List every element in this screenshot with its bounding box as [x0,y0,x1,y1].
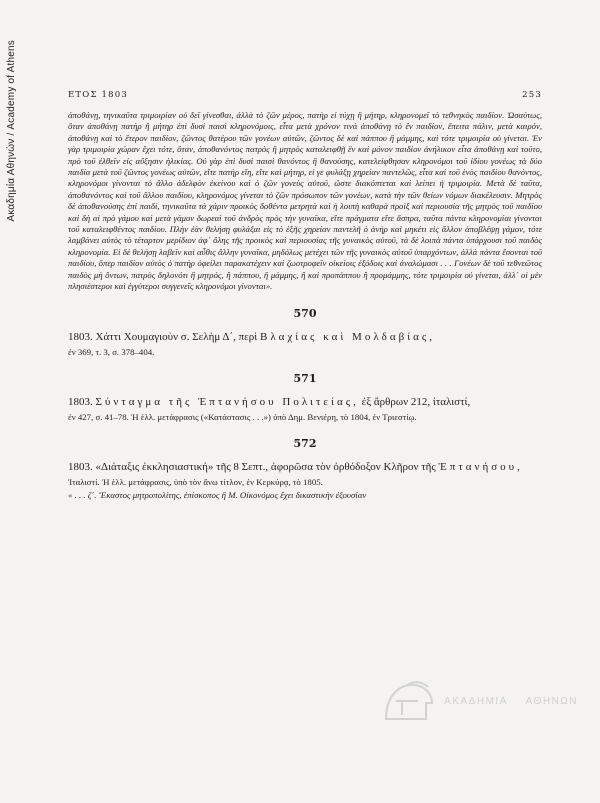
entry-reference: Ἰταλιστί. Ἡ ἑλλ. μετάφρασις, ὑπὸ τὸν ἄνω τίτλον, ἐν Κερκύρᾳ, τὸ 1805. [68,476,323,487]
entry-reference: ἐν 369, τ. 3, σ. 378–404. [68,346,155,357]
entry-number: 572 [293,436,317,450]
entry-year: 1803. [68,395,93,408]
academy-watermark [378,679,592,723]
entry-year: 1803. [68,460,93,473]
watermark-word: ΑΘΗΝΩΝ [525,695,578,707]
entry-title-text: ἐξ ἄρθρων 212, ἰταλιστί, [361,395,471,408]
entry-title [68,330,542,345]
watermark-word: ΑΚΑΔΗΜΙΑ [444,695,508,707]
entry-year: 1803. [68,330,93,343]
entry-title-spaced: Ἑπτανήσου, [438,460,523,473]
entry-title-text: Χάττι Χουμαγιοὺν σ. Σελὴμ Δ΄, περὶ [95,330,258,343]
header-year: ΕΤΟΣ 1803 [68,90,128,100]
entry-title-text: «Διάταξις ἐκκλησιαστική» τῆς 8 Σεπτ., ἀφορῶσα τὸν ὀρθόδοξον Κλῆρον τῆς [95,460,436,473]
entry-title [68,460,542,475]
helmet-logo-icon [378,679,438,723]
archive-side-label: Ακαδημία Αθηνών / Academy of Athens [6,40,17,222]
entry-title-spaced: Σύνταγμα τῆς Ἑπτανήσου Πολιτείας, [95,395,359,408]
entry-number: 570 [293,306,317,320]
entry-reference-quote: « . . . ζ΄. Ἕκαστος μητροπολίτης, ἐπίσκοπος ἢ Μ. Οἰκονόμος ἔχει δικαστικὴν ἐξουσίαν [68,489,367,500]
document-page [68,90,542,501]
entry-title [68,395,542,410]
entry-reference: ἐν 427, σ. 41–78. Ἡ ἑλλ. μετάφρασις («Κατάστασις . . .») ὑπὸ Δημ. Βενιέρη, τὸ 1804, ἐν Τριεστίῳ. [68,411,417,422]
entry-number: 571 [293,371,317,385]
body-paragraph: ἀποθάνῃ, τηνικαῦτα τριμοιρίαν οὐ δεῖ γίνεσθαι, ἀλλὰ τὸ ζῶν μέρος, πατὴρ εἰ τύχῃ ἢ μήτηρ, κληρονομεῖ τὸ τεθνηκὸς παιδίον. Ὡσαύτως, ὅταν ἀποθάνῃ πατὴρ ἢ μήτηρ ἐπὶ δυσὶ παισὶ κληρονόμοις, εἶτα μετὰ χρόνον τινὰ ἀποθάνῃ τὸ ἓν παιδίον, ἔπειτα πάλιν, μετὰ καιρόν, ἀποθάνῃ καὶ τὸ ἕτερον παιδίον, ζῶντος θατέρου τῶν γονέων αὐτῶν, ζῶντος δὲ καὶ πάππου ἢ μάμμης, καὶ τότε τριμοιρία οὐ γίνεται. Ἐν γὰρ τριμοιρία χώραν ἔχει τότε, ὅταν, ἀποθανόντος πατρὸς ἢ μητρὸς καταλειφθῇ ἓν καὶ μόνον παιδίον ἀνήλικον εἶτα ἀποθάνῃ καὶ τοῦτο, πρὸ τοῦ ἐλθεῖν εἰς αὔξησιν ἡλικίας. Οὐ γὰρ ἐπὶ δυσὶ παισὶ θανόντος ἢ θανούσης, κατελείφθησαν κληρονόμοι τοῦ ἰδίου γονέως τὰ δύο παιδία μετὰ τοῦ ζῶντος γονέως αὐτῶν, εἴτε πατὴρ εἴη, εἴτε καὶ μήτηρ, εἰ γε φυλάξῃ χηρείαν παντελῶς, εἶτα καὶ τοῦ ἑνὸς παιδίου θανόντος, κληρονόμοι γίνονται τὸ ἄλλο ἀδελφὸν ἐκείνου καὶ ὁ ζῶν γονεὺς αὐτοῦ, ὥστε διακόπτεται καὶ λείπει ἡ τριμοιρία. Μετὰ δὲ ταῦτα, ἀποθανόντος καὶ τοῦ ἄλλου παιδίου, κληρονόμος γίνεται τὸ ζῶν πρόσωπον τῶν γονέων, κατὰ τὴν τῶν θείων νόμων διακέλευσιν. Μητρὸς δὲ ἀποθανούσης ἐπὶ παιδί, τηνικαῦτα τὰ χάριν προικὸς δοθέντα μετρητὰ καὶ ἡ λοιπὴ καθαρὰ προὶξ καὶ περιουσία τῆς μητρὸς τοῦ παιδίου καὶ δὴ αἱ πρὸ γάμου καὶ μετὰ γάμον δωρεαὶ τοῦ ἀνδρὸς πρὸς τὴν γυναῖκα, εἴτε πράγματα εἴτε ἄσπρα, ταῦτα πάντα κληρονομίαι γίνονται τοῦ καταλειφθέντος παιδίου. Πλὴν ἐὰν θελήσῃ φυλάξαι εἰς τὸ ἑξῆς χηρείαν παντελῆ ὁ ἀνὴρ καὶ μηκέτι εἰς ἄλλον ἀποβλέψῃ γάμον, τότε λαμβάνει αὐτὸς τὸ τέταρτον μερίδιον ἀφ᾽ ὅλης τῆς προικὸς καὶ περιουσίας τῆς γυναικὸς αὐτοῦ, τὰ δὲ λοιπὰ πάντα ὑπάρχουσι τοῦ παιδὸς κληρονομία. Εἰ δὲ θελήσῃ λαβεῖν καὶ αὖθις ἄλλην γυναῖκα, μηδόλως μετέχει τῶν τῆς γυναικὸς αὐτοῦ ὑπαρχόντων, ἀλλὰ πάντα ἔσονται τοῦ παιδίου, ὅπερ παιδίον αὐτὸς ὁ πατὴρ ὀφείλει παρακατέχειν καὶ ζωοτροφεῖν οἰκείοις ἐξόδοις καὶ ἀναλώμασι . . . Γονέων δὲ τοῦ τεθνεῶτος παιδὸς μὴ ὄντων, πατρὸς δηλονότι ἢ μητρός, ἢ πάππου, ἢ μάμμης, ἢ καὶ προπάππου ἢ προμάμμης, τότε τριμοιρία οὐ γίνεται, ἀλλ᾽ οἱ μὲν πλησιέστεροι καὶ ἐγγύτεροι συγγενεῖς κληρονόμοι γίνονται». [68,110,542,292]
page-number: 253 [522,90,542,100]
running-header [68,90,542,100]
entry-title-spaced: Βλαχίας καὶ Μολδαβίας, [259,330,436,343]
